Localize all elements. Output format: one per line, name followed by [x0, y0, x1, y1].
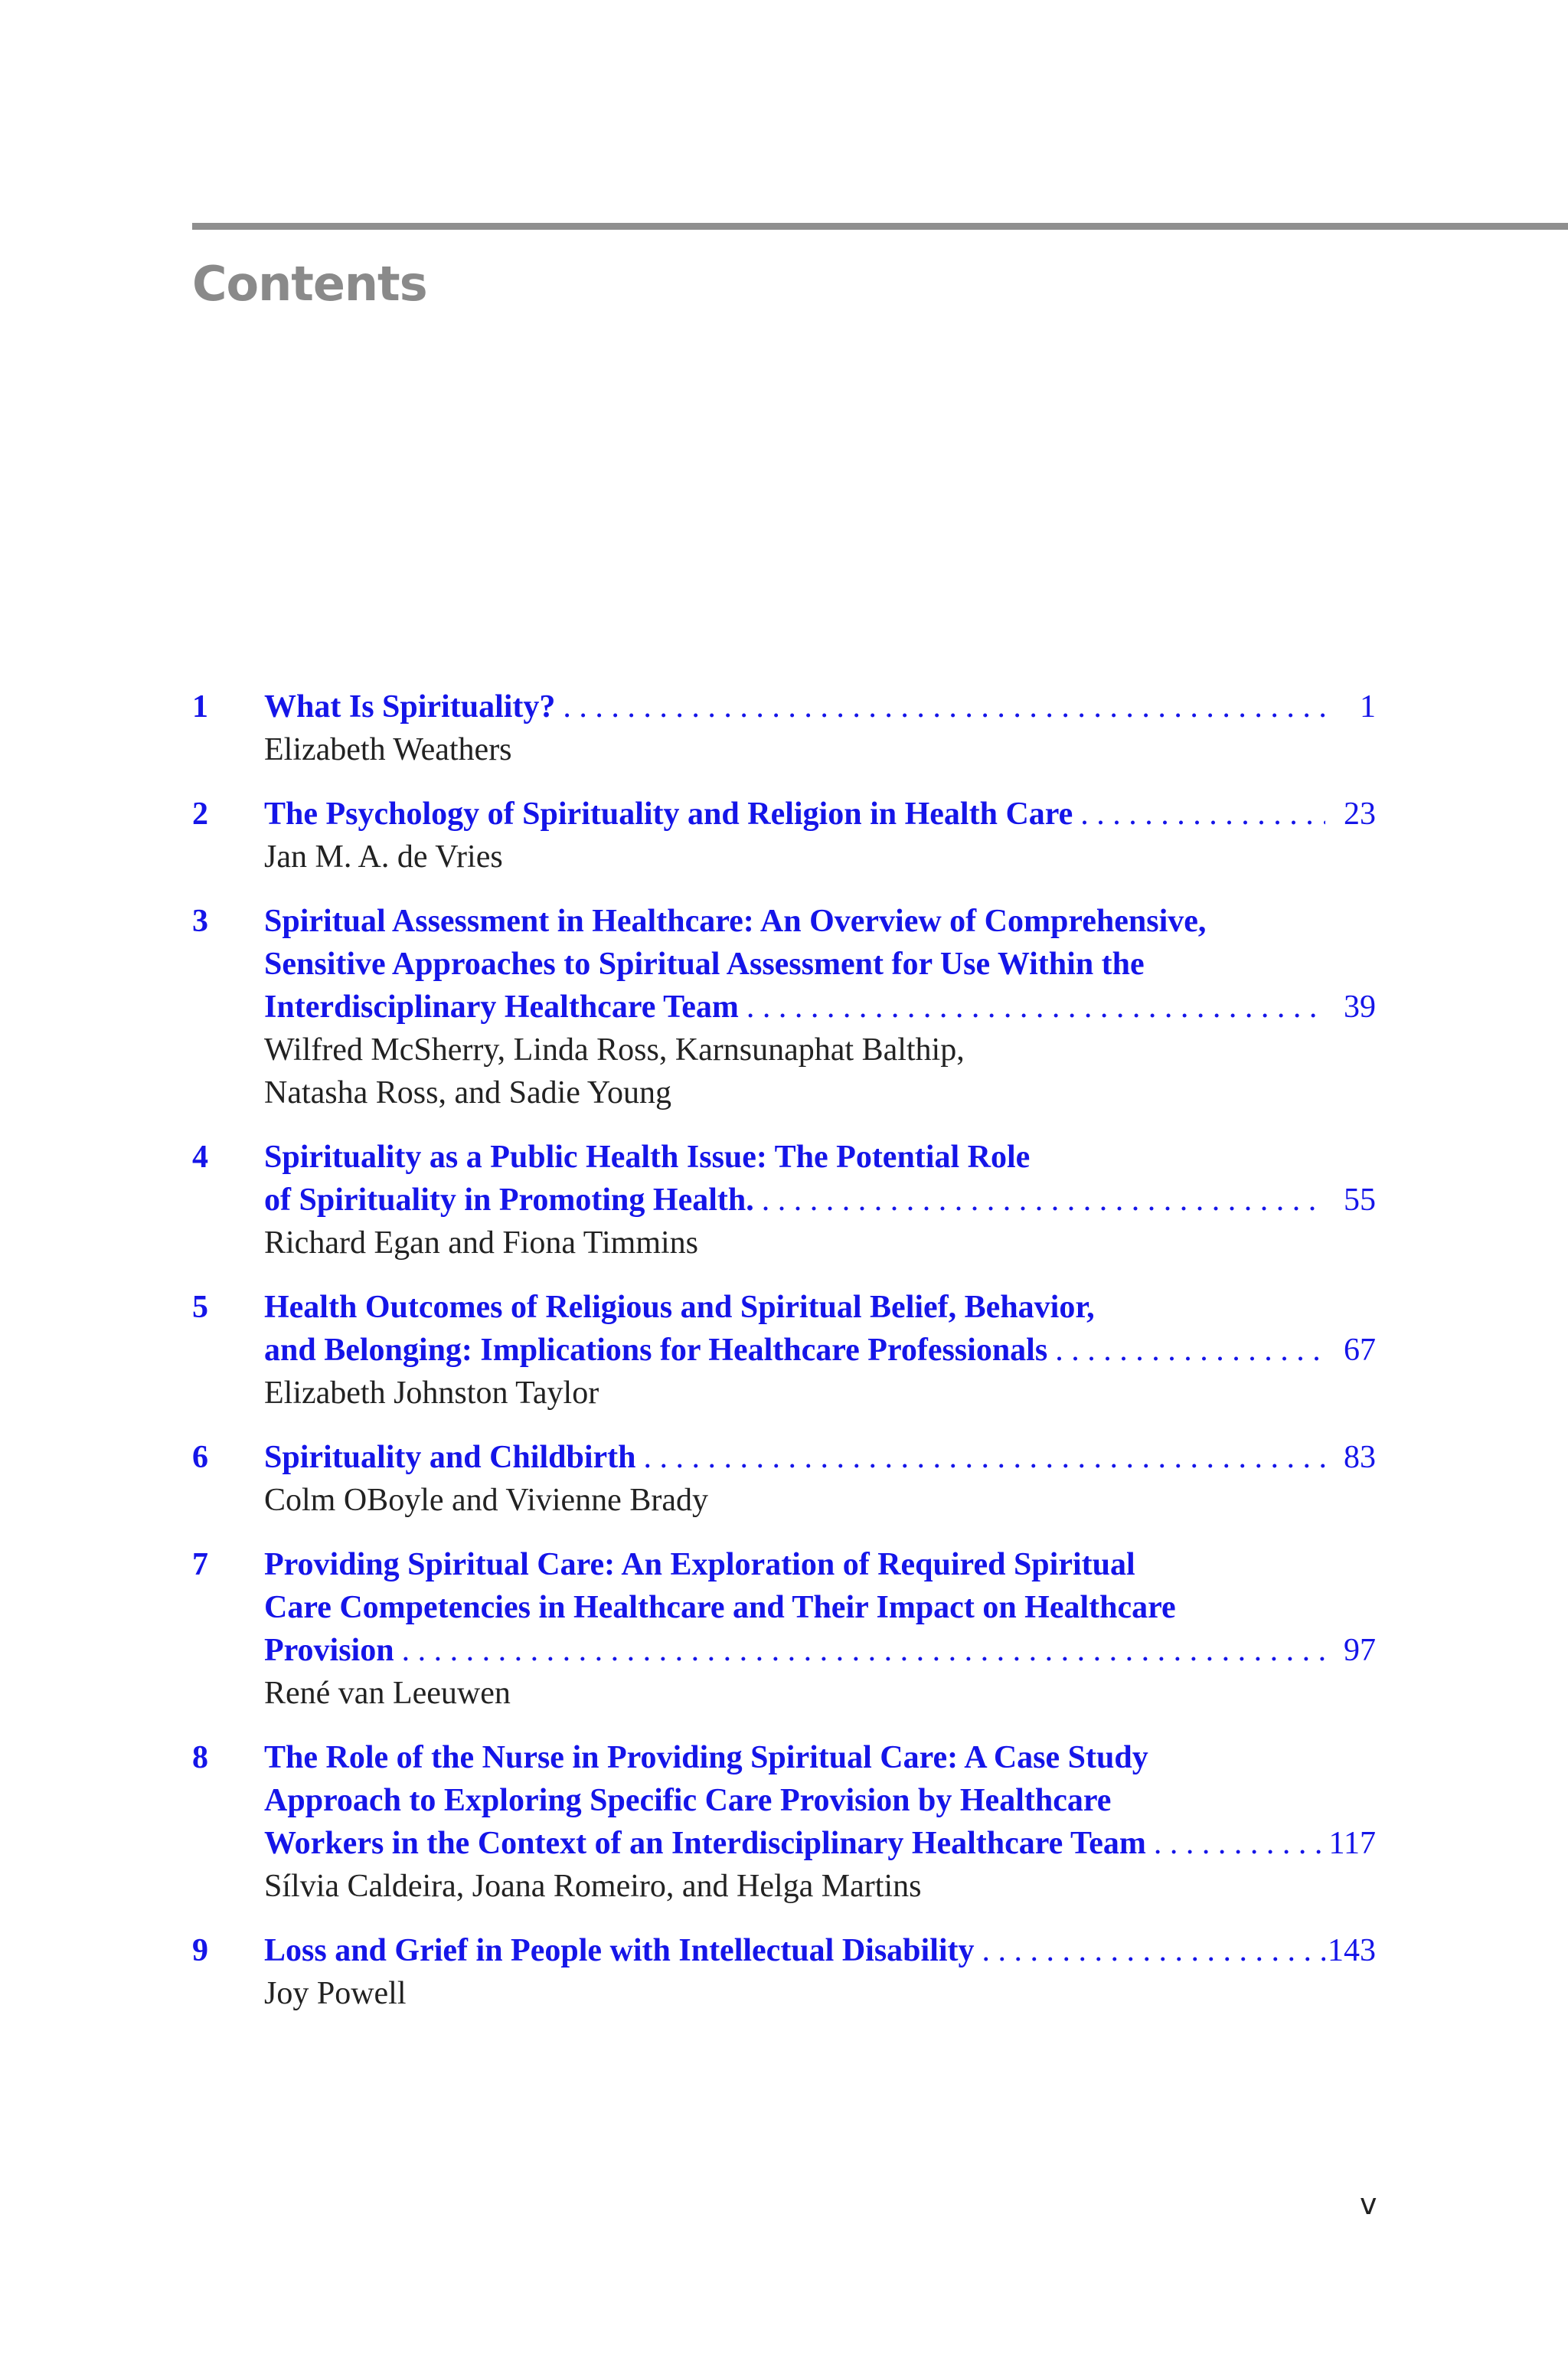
chapter-number[interactable]: 2	[192, 796, 208, 832]
chapter-authors: Elizabeth Johnston Taylor	[264, 1375, 599, 1411]
page-number-link[interactable]: 143	[1328, 1933, 1376, 1968]
chapter-authors: Sílvia Caldeira, Joana Romeiro, and Helga Martins	[264, 1869, 922, 1904]
table-of-contents	[192, 685, 1376, 2036]
chapter-title-link[interactable]: Sensitive Approaches to Spiritual Assessment for Use Within the	[264, 947, 1145, 982]
chapter-title-link[interactable]: The Role of the Nurse in Providing Spiritual Care: A Case Study	[264, 1740, 1148, 1775]
chapter-title-link[interactable]: Health Outcomes of Religious and Spiritual Belief, Behavior,	[264, 1290, 1095, 1325]
chapter-number[interactable]: 1	[192, 689, 208, 725]
dot-leader	[739, 986, 1325, 1029]
dot-leader	[555, 685, 1325, 728]
chapter-number[interactable]: 4	[192, 1140, 208, 1175]
dot-leader	[1146, 1822, 1325, 1865]
chapter-authors: Joy Powell	[264, 1976, 407, 2011]
dot-leader	[1047, 1329, 1325, 1372]
page-number-link[interactable]: 55	[1344, 1182, 1376, 1218]
toc-entry	[192, 1286, 1376, 1415]
page-number-link[interactable]: 23	[1344, 796, 1376, 832]
page-number-folio: v	[1360, 2187, 1377, 2221]
entry-body	[264, 793, 1376, 878]
toc-entry	[192, 1929, 1376, 2015]
title-leader-line	[264, 793, 1376, 836]
dot-leader	[635, 1436, 1325, 1479]
chapter-authors: Jan M. A. de Vries	[264, 839, 503, 875]
page-number-link[interactable]: 83	[1344, 1440, 1376, 1475]
entry-body	[264, 900, 1376, 1114]
chapter-title-link[interactable]: Interdisciplinary Healthcare Team	[264, 989, 739, 1025]
toc-entry	[192, 685, 1376, 771]
chapter-title-link[interactable]: Provision	[264, 1633, 394, 1668]
toc-entry	[192, 1136, 1376, 1264]
title-leader-line	[264, 685, 1376, 728]
title-leader-line	[264, 1629, 1376, 1672]
page-number-link[interactable]: 67	[1344, 1333, 1376, 1368]
chapter-title-link[interactable]: Care Competencies in Healthcare and Their Impact on Healthcare	[264, 1590, 1176, 1625]
dot-leader	[754, 1179, 1325, 1222]
chapter-number[interactable]: 7	[192, 1547, 208, 1582]
entry-body	[264, 1286, 1376, 1415]
page-number-link[interactable]: 117	[1328, 1826, 1376, 1861]
toc-entry	[192, 1543, 1376, 1715]
toc-entry	[192, 900, 1376, 1114]
chapter-title-link[interactable]: Spiritual Assessment in Healthcare: An Overview of Comprehensive,	[264, 904, 1207, 939]
title-leader-line	[264, 1179, 1376, 1222]
chapter-authors: Richard Egan and Fiona Timmins	[264, 1225, 698, 1261]
chapter-title-link[interactable]: Workers in the Context of an Interdisciplinary Healthcare Team	[264, 1826, 1146, 1861]
page-heading: Contents	[192, 256, 427, 312]
chapter-title-link[interactable]: Providing Spiritual Care: An Exploration of Required Spiritual	[264, 1547, 1135, 1582]
chapter-number[interactable]: 5	[192, 1290, 208, 1325]
chapter-authors: Natasha Ross, and Sadie Young	[264, 1075, 671, 1110]
chapter-number[interactable]: 9	[192, 1933, 208, 1968]
chapter-title-link[interactable]: and Belonging: Implications for Healthcare Professionals	[264, 1333, 1048, 1368]
chapter-authors: Elizabeth Weathers	[264, 732, 512, 767]
chapter-authors: René van Leeuwen	[264, 1676, 511, 1711]
chapter-title-link[interactable]: of Spirituality in Promoting Health.	[264, 1182, 754, 1218]
chapter-title-link[interactable]: Spirituality and Childbirth	[264, 1440, 636, 1475]
chapter-authors: Wilfred McSherry, Linda Ross, Karnsunaphat Balthip,	[264, 1032, 965, 1068]
chapter-number[interactable]: 8	[192, 1740, 208, 1775]
page-number-link[interactable]: 39	[1344, 989, 1376, 1025]
chapter-number[interactable]: 3	[192, 904, 208, 939]
title-leader-line	[264, 1329, 1376, 1372]
chapter-title-link[interactable]: Approach to Exploring Specific Care Provision by Healthcare	[264, 1783, 1112, 1818]
chapter-number[interactable]: 6	[192, 1440, 208, 1475]
dot-leader	[394, 1629, 1325, 1672]
chapter-title-link[interactable]: Loss and Grief in People with Intellectual Disability	[264, 1933, 975, 1968]
entry-body	[264, 1436, 1376, 1522]
entry-body	[264, 1136, 1376, 1264]
chapter-authors: Colm OBoyle and Vivienne Brady	[264, 1483, 708, 1518]
title-leader-line	[264, 1436, 1376, 1479]
chapter-title-link[interactable]: Spirituality as a Public Health Issue: The Potential Role	[264, 1140, 1031, 1175]
title-leader-line	[264, 1822, 1376, 1865]
chapter-title-link[interactable]: What Is Spirituality?	[264, 689, 556, 725]
entry-body	[264, 685, 1376, 771]
chapter-title-link[interactable]: The Psychology of Spirituality and Religion in Health Care	[264, 796, 1073, 832]
title-leader-line	[264, 1929, 1376, 1972]
title-leader-line	[264, 986, 1376, 1029]
toc-entry	[192, 1736, 1376, 1908]
dot-leader	[1073, 793, 1325, 836]
entry-body	[264, 1543, 1376, 1715]
page-number-link[interactable]: 97	[1344, 1633, 1376, 1668]
page-number-link[interactable]: 1	[1360, 689, 1376, 725]
toc-entry	[192, 793, 1376, 878]
header-rule	[192, 223, 1568, 230]
dot-leader	[975, 1929, 1325, 1972]
toc-entry	[192, 1436, 1376, 1522]
entry-body	[264, 1736, 1376, 1908]
entry-body	[264, 1929, 1376, 2015]
